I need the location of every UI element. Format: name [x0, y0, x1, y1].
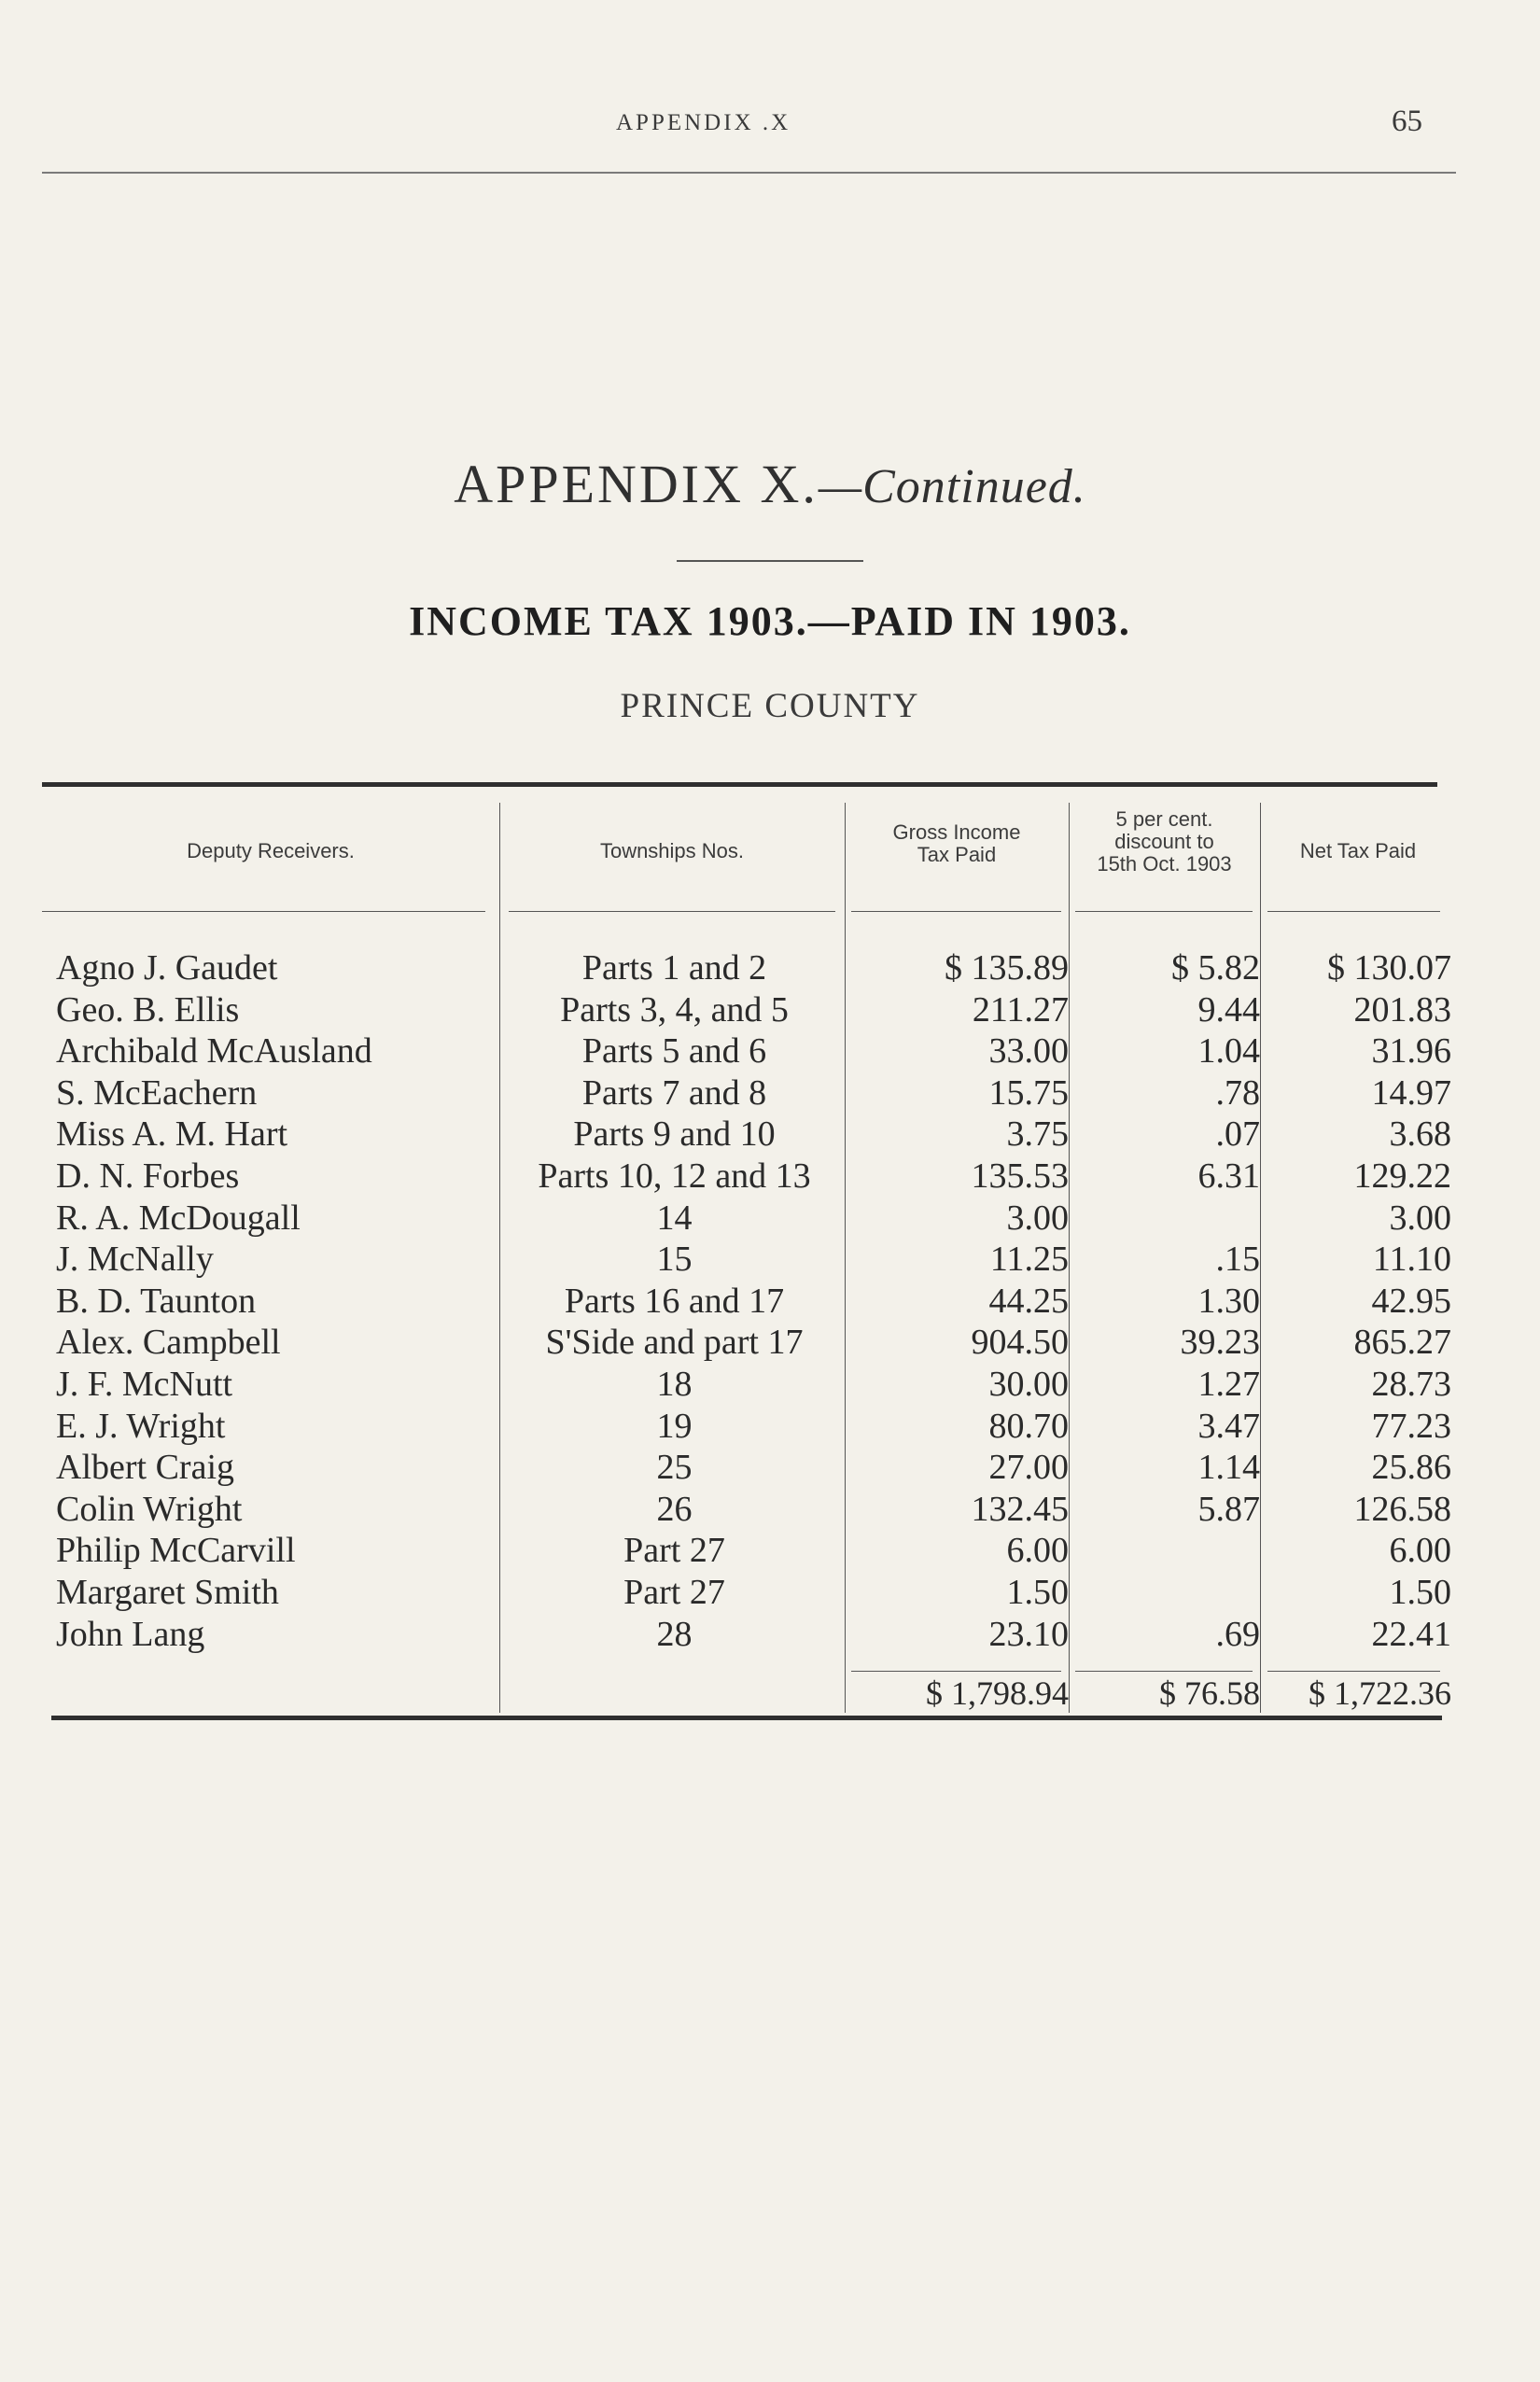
header-underline — [509, 911, 835, 912]
gross-tax-cell: 15.75 — [988, 1073, 1069, 1113]
table-bottom-rule — [51, 1716, 1442, 1720]
gross-tax-cell: 33.00 — [988, 1031, 1069, 1071]
discount-cell: 1.14 — [1197, 1448, 1260, 1487]
receiver-name-cell: Geo. B. Ellis — [56, 990, 240, 1030]
gross-tax-cell: $ 135.89 — [945, 948, 1069, 988]
table-row — [0, 989, 1540, 1030]
gross-tax-cell: 132.45 — [971, 1490, 1069, 1529]
title-divider — [677, 560, 863, 562]
table-row — [0, 1322, 1540, 1363]
townships-nos-cell: Parts 1 and 2 — [581, 948, 767, 988]
table-row — [0, 1572, 1540, 1613]
townships-nos-cell: Parts 9 and 10 — [573, 1114, 776, 1154]
tax-title: INCOME TAX 1903.—PAID IN 1903. — [409, 598, 1131, 644]
net-tax-cell: 11.10 — [1372, 1240, 1451, 1279]
net-tax-cell: 25.86 — [1371, 1448, 1451, 1487]
receiver-name-cell: Miss A. M. Hart — [56, 1114, 288, 1154]
net-tax-cell: 3.68 — [1389, 1114, 1451, 1154]
table-row — [0, 1447, 1540, 1488]
gross-tax-cell: 80.70 — [988, 1407, 1069, 1446]
net-tax-cell: 1.50 — [1389, 1573, 1451, 1612]
net-tax-cell: 3.00 — [1389, 1198, 1451, 1238]
header-underline — [851, 911, 1061, 912]
townships-nos-cell: Parts 10, 12 and 13 — [538, 1156, 811, 1196]
receiver-name-cell: Agno J. Gaudet — [56, 948, 278, 988]
appendix-title-main: APPENDIX X. — [454, 454, 819, 514]
receiver-name-cell: S. McEachern — [56, 1073, 258, 1113]
discount-cell: 6.31 — [1197, 1156, 1260, 1196]
receiver-name-cell: J. McNally — [56, 1240, 214, 1279]
running-title: APPENDIX .X — [616, 110, 791, 135]
net-tax-cell: $ 130.07 — [1327, 948, 1451, 988]
net-tax-cell: 14.97 — [1371, 1073, 1451, 1113]
receiver-name-cell: Archibald McAusland — [56, 1031, 372, 1071]
receiver-name-cell: E. J. Wright — [56, 1407, 226, 1446]
discount-cell: .07 — [1215, 1114, 1260, 1154]
header-underline — [1267, 911, 1440, 912]
net-tax-cell: 865.27 — [1353, 1323, 1451, 1362]
townships-nos-cell: Part 27 — [623, 1573, 725, 1612]
townships-nos-cell: S'Side and part 17 — [545, 1323, 804, 1362]
receiver-name-cell: Albert Craig — [56, 1448, 235, 1487]
total-net: $ 1,722.36 — [1309, 1674, 1451, 1712]
net-tax-cell: 31.96 — [1371, 1031, 1451, 1071]
total-rule — [851, 1671, 1061, 1672]
discount-cell: .15 — [1215, 1240, 1260, 1279]
gross-tax-cell: 6.00 — [1006, 1531, 1069, 1570]
header-underline — [42, 911, 485, 912]
townships-nos-cell: Parts 16 and 17 — [564, 1282, 785, 1321]
discount-cell: 9.44 — [1197, 990, 1260, 1030]
discount-cell: 1.27 — [1197, 1365, 1260, 1404]
total-rule — [1075, 1671, 1253, 1672]
net-tax-cell: 6.00 — [1389, 1531, 1451, 1570]
gross-tax-cell: 44.25 — [988, 1282, 1069, 1321]
header-rule — [42, 172, 1456, 174]
net-tax-cell: 126.58 — [1353, 1490, 1451, 1529]
receiver-name-cell: Philip McCarvill — [56, 1531, 296, 1570]
total-discount: $ 76.58 — [1159, 1674, 1260, 1712]
table-row — [0, 1198, 1540, 1239]
net-tax-cell: 22.41 — [1371, 1615, 1451, 1654]
county-heading: PRINCE COUNTY — [620, 687, 920, 725]
townships-nos-cell: Parts 5 and 6 — [581, 1031, 767, 1071]
header-discount-line: 15th Oct. 1903 — [1097, 852, 1232, 876]
table-row — [0, 1156, 1540, 1197]
discount-cell: .78 — [1215, 1073, 1260, 1113]
gross-tax-cell: 211.27 — [972, 990, 1069, 1030]
gross-tax-cell: 30.00 — [988, 1365, 1069, 1404]
totals-row — [0, 1674, 1540, 1715]
gross-tax-cell: 3.75 — [1006, 1114, 1069, 1154]
discount-cell: 39.23 — [1180, 1323, 1260, 1362]
table-row — [0, 1489, 1540, 1530]
table-row — [0, 1281, 1540, 1322]
table-row — [0, 1364, 1540, 1405]
table-top-rule — [42, 782, 1437, 787]
header-gross — [849, 821, 1064, 866]
table-row — [0, 1030, 1540, 1072]
net-tax-cell: 129.22 — [1353, 1156, 1451, 1196]
receiver-name-cell: Alex. Campbell — [56, 1323, 281, 1362]
header-receivers: Deputy Receivers. — [187, 839, 355, 862]
total-rule — [1267, 1671, 1440, 1672]
gross-tax-cell: 904.50 — [971, 1323, 1069, 1362]
discount-cell: $ 5.82 — [1171, 948, 1260, 988]
header-gross-line: Tax Paid — [917, 843, 997, 866]
townships-nos-cell: 19 — [656, 1407, 693, 1446]
table-row — [0, 1072, 1540, 1114]
discount-cell: 1.30 — [1197, 1282, 1260, 1321]
receiver-name-cell: D. N. Forbes — [56, 1156, 240, 1196]
net-tax-cell: 28.73 — [1371, 1365, 1451, 1404]
header-discount-line: discount to — [1114, 830, 1214, 853]
header-gross-line: Gross Income — [892, 820, 1021, 844]
table-row — [0, 1114, 1540, 1155]
discount-cell: 1.04 — [1197, 1031, 1260, 1071]
header-net: Net Tax Paid — [1299, 839, 1417, 862]
townships-nos-cell: 18 — [656, 1365, 693, 1404]
townships-nos-cell: Parts 7 and 8 — [581, 1073, 767, 1113]
receiver-name-cell: Margaret Smith — [56, 1573, 279, 1612]
discount-cell: 3.47 — [1197, 1407, 1260, 1446]
gross-tax-cell: 3.00 — [1006, 1198, 1069, 1238]
header-underline — [1075, 911, 1253, 912]
receiver-name-cell: B. D. Taunton — [56, 1282, 257, 1321]
receiver-name-cell: R. A. McDougall — [56, 1198, 301, 1238]
townships-nos-cell: 15 — [656, 1240, 693, 1279]
appendix-title — [0, 453, 1540, 515]
appendix-title-continued: —Continued. — [818, 460, 1086, 513]
townships-nos-cell: 26 — [656, 1490, 693, 1529]
receiver-name-cell: John Lang — [56, 1615, 205, 1654]
header-townships: Townships Nos. — [599, 839, 745, 862]
townships-nos-cell: 14 — [656, 1198, 693, 1238]
net-tax-cell: 201.83 — [1353, 990, 1451, 1030]
gross-tax-cell: 135.53 — [971, 1156, 1069, 1196]
townships-nos-cell: 28 — [656, 1615, 693, 1654]
net-tax-cell: 77.23 — [1371, 1407, 1451, 1446]
table-row — [0, 1406, 1540, 1447]
receiver-name-cell: Colin Wright — [56, 1490, 243, 1529]
page-number: 65 — [1392, 105, 1422, 138]
discount-cell: 5.87 — [1197, 1490, 1260, 1529]
gross-tax-cell: 27.00 — [988, 1448, 1069, 1487]
gross-tax-cell: 1.50 — [1006, 1573, 1069, 1612]
table-row — [0, 947, 1540, 988]
discount-cell: .69 — [1215, 1615, 1260, 1654]
townships-nos-cell: Part 27 — [623, 1531, 725, 1570]
table-row — [0, 1530, 1540, 1571]
gross-tax-cell: 11.25 — [989, 1240, 1069, 1279]
table-row — [0, 1614, 1540, 1655]
header-discount-line: 5 per cent. — [1115, 807, 1213, 831]
header-discount — [1073, 808, 1255, 876]
table-row — [0, 1239, 1540, 1280]
receiver-name-cell: J. F. McNutt — [56, 1365, 233, 1404]
running-head — [0, 105, 1540, 147]
total-gross: $ 1,798.94 — [926, 1674, 1069, 1712]
townships-nos-cell: 25 — [656, 1448, 693, 1487]
net-tax-cell: 42.95 — [1371, 1282, 1451, 1321]
gross-tax-cell: 23.10 — [988, 1615, 1069, 1654]
townships-nos-cell: Parts 3, 4, and 5 — [560, 990, 789, 1030]
